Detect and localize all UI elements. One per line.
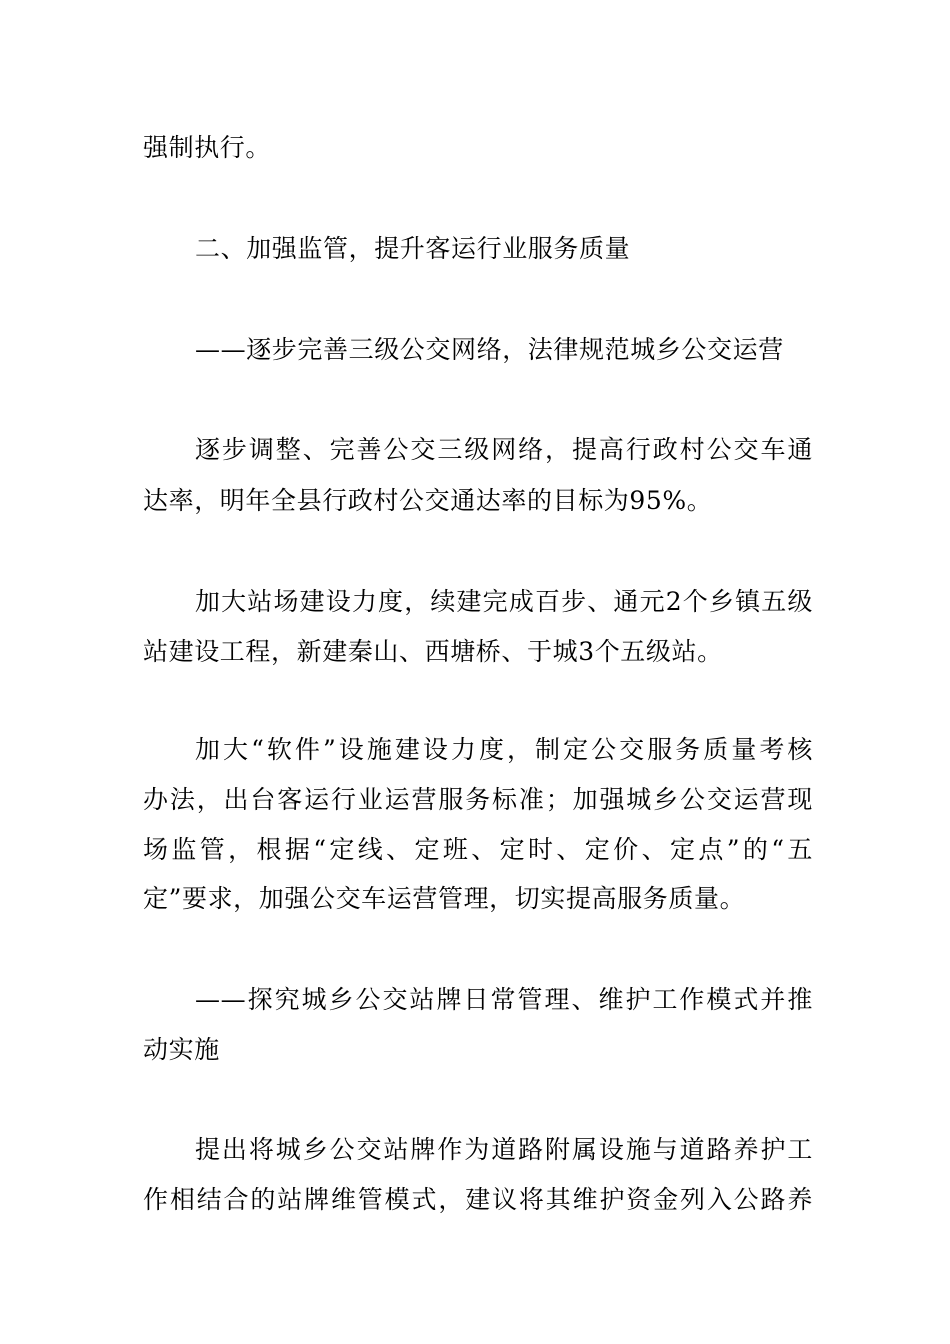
paragraph-line: 达率，明年全县行政村公交通达率的目标为95%。 xyxy=(143,486,713,515)
subsection-heading-continued: 动实施 xyxy=(143,1035,220,1064)
paragraph-line: 办法，出台客运行业运营服务标准；加强城乡公交运营现 xyxy=(143,785,813,814)
subsection-heading: ——逐步完善三级公交网络，法律规范城乡公交运营 xyxy=(195,335,784,364)
paragraph-line: 定”要求，加强公交车运营管理，切实提高服务质量。 xyxy=(143,884,746,913)
paragraph-line: 逐步调整、完善公交三级网络，提高行政村公交车通 xyxy=(195,435,813,464)
paragraph-line: 加大“软件”设施建设力度，制定公交服务质量考核 xyxy=(195,735,813,764)
paragraph-line: 站建设工程，新建秦山、西塘桥、于城3个五级站。 xyxy=(143,637,723,666)
paragraph-line: 提出将城乡公交站牌作为道路附属设施与道路养护工 xyxy=(195,1135,813,1164)
section-heading: 二、加强监管，提升客运行业服务质量 xyxy=(195,234,631,263)
paragraph-line: 强制执行。 xyxy=(143,133,272,162)
paragraph-line: 作相结合的站牌维管模式，建议将其维护资金列入公路养 xyxy=(143,1185,813,1214)
paragraph-line: 加大站场建设力度，续建完成百步、通元2个乡镇五级 xyxy=(195,587,813,616)
subsection-heading: ——探究城乡公交站牌日常管理、维护工作模式并推 xyxy=(195,985,813,1014)
paragraph-line: 场监管，根据“定线、定班、定时、定价、定点”的“五 xyxy=(143,835,813,864)
